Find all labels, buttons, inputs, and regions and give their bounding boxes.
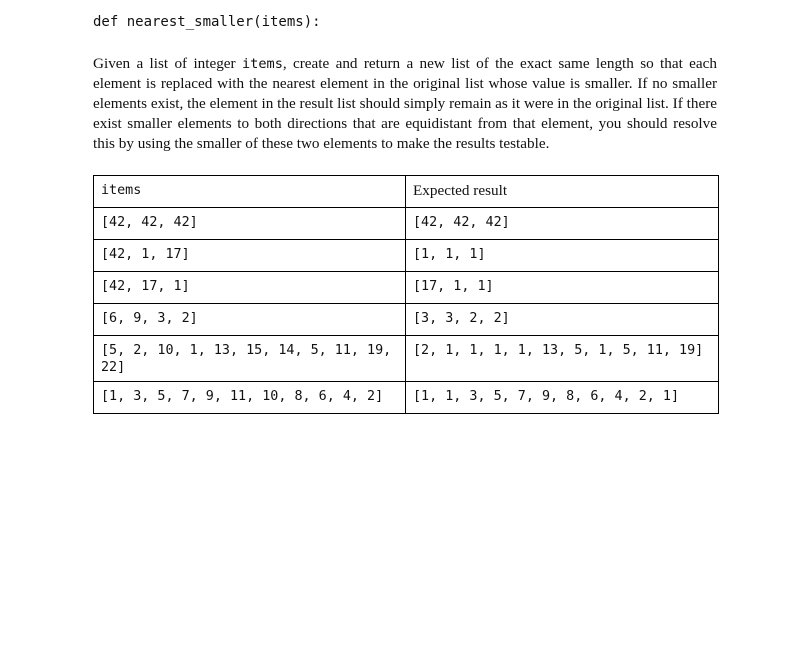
result-cell: [1, 1, 3, 5, 7, 9, 8, 6, 4, 2, 1] [406,382,719,414]
table-row [94,336,719,382]
problem-description [93,54,717,154]
description-text-start: Given a list of integer [93,55,242,72]
table-row [94,382,719,414]
table-row [94,304,719,336]
result-cell: [3, 3, 2, 2] [406,304,719,336]
header-items: items [94,176,406,208]
result-cell: [42, 42, 42] [406,208,719,240]
table-header-row [94,176,719,208]
result-cell: [2, 1, 1, 1, 1, 13, 5, 1, 5, 11, 19] [406,336,719,382]
examples-table [93,175,719,414]
function-signature: def nearest_smaller(items): [93,14,321,30]
inline-code-items: items [241,56,283,72]
header-expected-result: Expected result [406,176,719,208]
items-cell: [5, 2, 10, 1, 13, 15, 14, 5, 11, 19, 22] [94,336,406,382]
items-cell: [1, 3, 5, 7, 9, 11, 10, 8, 6, 4, 2] [94,382,406,414]
result-cell: [17, 1, 1] [406,272,719,304]
items-cell: [42, 42, 42] [94,208,406,240]
table-row [94,208,719,240]
description-text-rest: , create and return a new list of the exact same length so that each element is replaced with the nearest element in the original list whose value is smaller. If no smaller elements exist, the element in the result list should simply remain as it were in the original list. If there exist smaller elements to both directions that are equidistant from that element, you should resolve this by using the smaller of these two elements to make the results testable. [93,55,717,152]
table-row [94,272,719,304]
items-cell: [42, 1, 17] [94,240,406,272]
table-row [94,240,719,272]
result-cell: [1, 1, 1] [406,240,719,272]
items-cell: [6, 9, 3, 2] [94,304,406,336]
items-cell: [42, 17, 1] [94,272,406,304]
